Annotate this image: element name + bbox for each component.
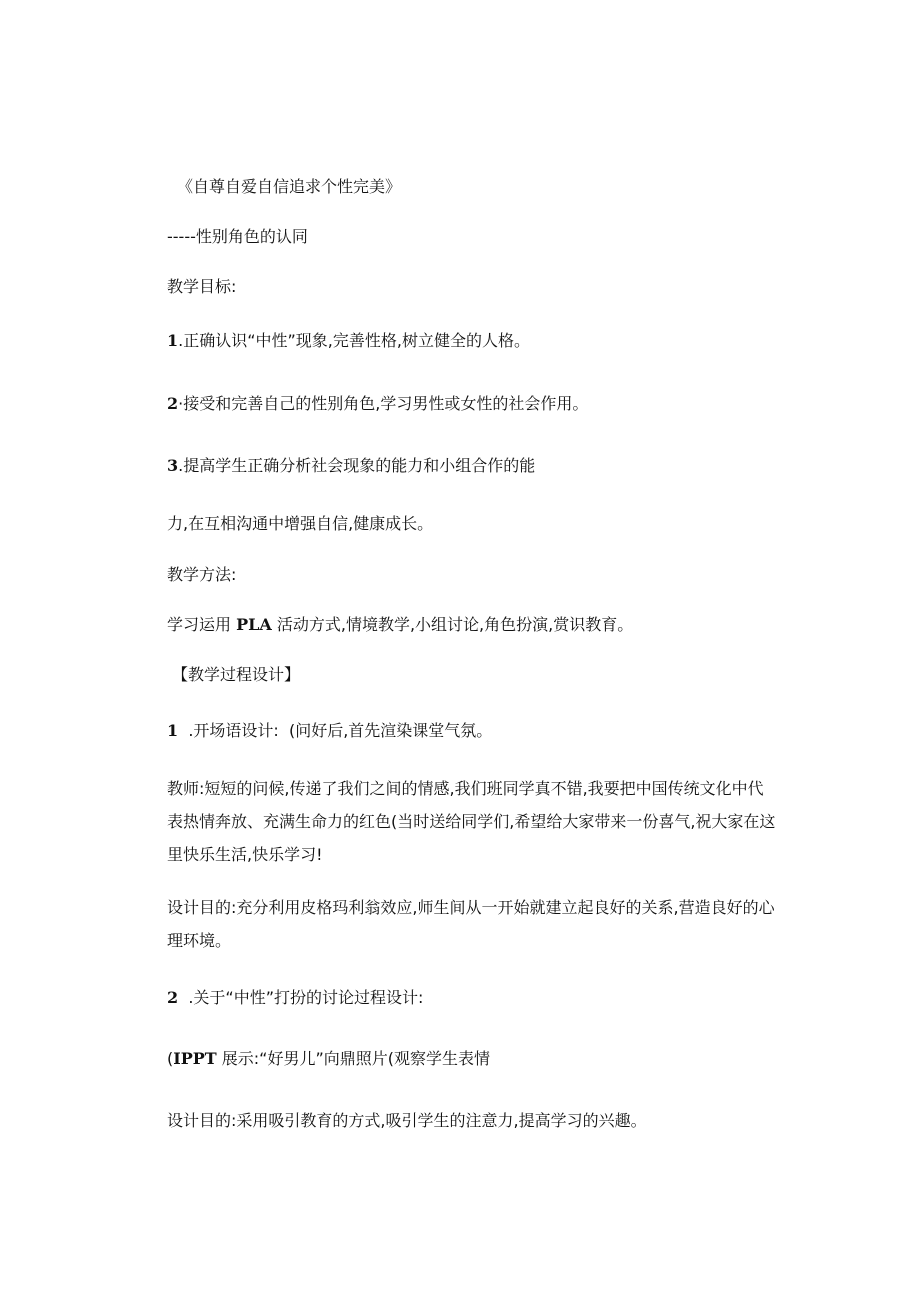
goal-1-text: .正确认识“中性”现象,完善性格,树立健全的人格。 [178, 331, 530, 350]
goal-3-text: .提高学生正确分析社会现象的能力和小组合作的能 [178, 456, 536, 475]
goal-3-number: 3 [167, 456, 179, 475]
goal-1 [167, 330, 530, 352]
methods-pre: 学习运用 [167, 615, 237, 634]
step-2 [167, 987, 423, 1009]
step-1-text: .开场语设计: (问好后,首先渲染课堂气氛。 [178, 721, 493, 740]
goals-heading: 教学目标: [167, 277, 237, 296]
ppt-line [167, 1048, 490, 1070]
document-subtitle: -----性别角色的认同 [167, 227, 308, 246]
step-2-number: 2 [167, 988, 179, 1007]
ppt-pre: ( [167, 1049, 174, 1068]
goal-3-continuation: 力,在互相沟通中增强自信,健康成长。 [167, 514, 434, 533]
document-title: 《自尊自爱自信追求个性完美》 [177, 177, 402, 196]
goal-2-number: 2 [167, 394, 179, 413]
ppt-post: 展示:“好男儿”向鼎照片(观察学生表情 [216, 1049, 491, 1068]
purpose-1-paragraph: 设计目的:充分利用皮格玛利翁效应,师生间从一开始就建立起良好的关系,营造良好的心理环境。 [167, 898, 775, 950]
methods-text [167, 614, 633, 636]
goal-2 [167, 393, 588, 415]
methods-post: 活动方式,情境教学,小组讨论,角色扮演,赏识教育。 [271, 615, 634, 634]
process-heading: 【教学过程设计】 [172, 665, 301, 684]
goal-3 [167, 455, 535, 477]
ppt-bold: IPPT [173, 1049, 217, 1068]
methods-bold: PLA [236, 615, 272, 634]
step-1 [167, 720, 492, 742]
purpose-2-line: 设计目的:采用吸引教育的方式,吸引学生的注意力,提高学习的兴趣。 [167, 1111, 647, 1130]
step-1-number: 1 [167, 721, 179, 740]
goal-1-number: 1 [167, 331, 179, 350]
methods-heading: 教学方法: [167, 565, 237, 584]
teacher-paragraph: 教师:短短的问候,传递了我们之间的情感,我们班同学真不错,我要把中国传统文化中代表热情奔放、充满生命力的红色(当时送给同学们,希望给大家带来一份喜气,祝大家在这里快乐生活,快乐学习! [167, 779, 776, 864]
step-2-text: .关于“中性”打扮的讨论过程设计: [178, 988, 424, 1007]
goal-2-text: ·接受和完善自己的性别角色,学习男性或女性的社会作用。 [178, 394, 589, 413]
